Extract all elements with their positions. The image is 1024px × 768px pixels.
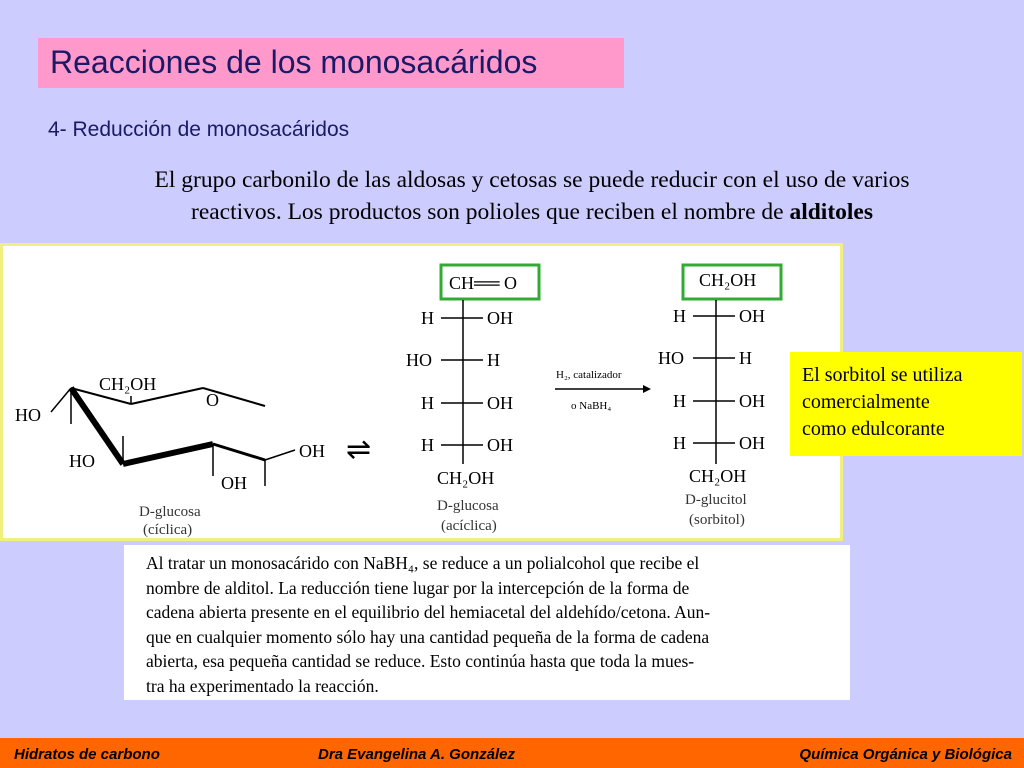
- product-name-caption: D-glucitol: [685, 492, 747, 508]
- equilibrium-arrows-icon: ⇌: [346, 433, 372, 466]
- product-glucitol: [658, 265, 781, 528]
- product-top-group: CH₂OH: [699, 270, 757, 290]
- acyclic-row-4-right: OH: [487, 435, 513, 455]
- cyclic-name-caption: D-glucosa: [139, 504, 201, 520]
- excerpt-line-6: tra ha experimentado la reacción.: [146, 675, 379, 696]
- acyclic-name-caption: D-glucosa: [437, 498, 499, 514]
- footer-author: Dra Evangelina A. González: [318, 746, 515, 763]
- cyclic-oh-label-2: OH: [221, 473, 247, 493]
- cyclic-ch2oh-label: CH₂OH: [99, 374, 157, 394]
- product-bottom-group: CH₂OH: [689, 466, 747, 486]
- acyclic-row-3-left: H: [421, 393, 434, 413]
- acyclic-row-3-right: OH: [487, 393, 513, 413]
- acyclic-form-caption: (acíclica): [441, 518, 497, 534]
- cyclic-ho-label-2: HO: [69, 451, 95, 471]
- cyclic-ring-oxygen-label: O: [206, 390, 219, 410]
- cyclic-glucose: [15, 374, 325, 538]
- excerpt-line-2: nombre de alditol. La reducción tiene lugar por la intercepción de la forma de: [146, 577, 690, 598]
- product-form-caption: (sorbitol): [689, 512, 745, 528]
- section-subtitle: 4- Reducción de monosacáridos: [48, 118, 350, 141]
- textbook-excerpt: [124, 545, 850, 700]
- acyclic-bottom-group: CH₂OH: [437, 468, 495, 488]
- intro-bold-term: alditoles: [789, 199, 873, 225]
- note-line-1: El sorbitol se utiliza: [802, 364, 963, 386]
- reagent-label-above: H₂, catalizador: [556, 369, 622, 381]
- slide-footer: [0, 738, 1024, 768]
- excerpt-line-4: que en cualquier momento sólo hay una cantidad pequeña de la forma de cadena: [146, 626, 710, 647]
- product-row-3-right: OH: [739, 391, 765, 411]
- acyclic-glucose: [406, 265, 539, 534]
- cyclic-oh-label-1: OH: [299, 441, 325, 461]
- product-row-1-right: OH: [739, 306, 765, 326]
- product-row-2-left: HO: [658, 348, 684, 368]
- note-line-2: comercialmente: [802, 391, 930, 413]
- cyclic-form-caption: (cíclica): [143, 522, 193, 538]
- acyclic-row-2-right: H: [487, 350, 500, 370]
- intro-paragraph: [40, 164, 1024, 228]
- product-row-4-right: OH: [739, 433, 765, 453]
- product-row-1-left: H: [673, 306, 686, 326]
- intro-line-1: El grupo carbonilo de las aldosas y cetosas se puede reducir con el uso de varios: [154, 167, 910, 193]
- sorbitol-note: [790, 352, 1022, 456]
- reaction-diagram: [3, 246, 840, 538]
- excerpt-line-3: cadena abierta presente en el equilibrio del hemiacetal del aldehído/cetona. Aun-: [146, 602, 711, 622]
- product-row-2-right: H: [739, 348, 752, 368]
- footer-course: Química Orgánica y Biológica: [799, 746, 1012, 763]
- reaction-figure: [0, 243, 843, 541]
- footer-topic: Hidratos de carbono: [14, 746, 160, 763]
- cyclic-ho-label-1: HO: [15, 405, 41, 425]
- acyclic-top-group: CH══ O: [449, 273, 518, 293]
- acyclic-row-2-left: HO: [406, 350, 432, 370]
- note-line-3: como edulcorante: [802, 418, 945, 440]
- reagent-label-below: o NaBH₄: [571, 400, 612, 412]
- product-row-3-left: H: [673, 391, 686, 411]
- acyclic-row-4-left: H: [421, 435, 434, 455]
- reaction-arrowhead-icon: [643, 385, 651, 393]
- intro-line-2: reactivos. Los productos son polioles que reciben el nombre de: [191, 199, 790, 225]
- acyclic-row-1-right: OH: [487, 308, 513, 328]
- product-row-4-left: H: [673, 433, 686, 453]
- acyclic-row-1-left: H: [421, 308, 434, 328]
- slide-title: Reacciones de los monosacáridos: [38, 38, 624, 88]
- excerpt-line-1: Al tratar un monosacárido con NaBH₄, se reduce a un polialcohol que recibe el: [146, 553, 700, 573]
- reaction-arrow: [555, 369, 651, 412]
- excerpt-line-5: abierta, esa pequeña cantidad se reduce. Esto continúa hasta que toda la mues-: [146, 651, 695, 671]
